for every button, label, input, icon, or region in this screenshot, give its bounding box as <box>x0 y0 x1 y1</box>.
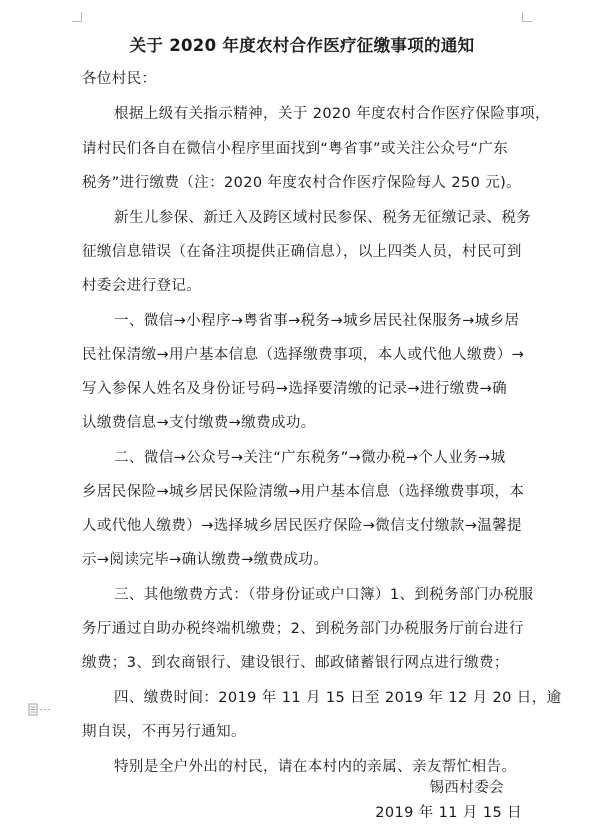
page-corner-mark <box>72 12 82 22</box>
paragraph-line: 四、缴费时间：2019 年 11 月 15 日至 2019 年 12 月 20 日，逾 <box>114 690 562 706</box>
page-corner-mark <box>522 12 532 22</box>
paragraph-anchor-icon <box>28 703 54 717</box>
paragraph-line: 征缴信息错误（在备注项提供正确信息），以上四类人员，村民可到 <box>82 244 522 260</box>
paragraph-line: 新生儿参保、新迁入及跨区域村民参保、税务无征缴记录、税务 <box>114 210 532 226</box>
signature: 锡西村委会 <box>429 780 504 796</box>
paragraph-line: 缴费；3、到农商银行、建设银行、邮政储蓄银行网点进行缴费； <box>82 655 509 671</box>
paragraph-line: 务厅通过自助办税终端机缴费；2、到税务部门办税服务厅前台进行 <box>82 621 524 637</box>
paragraph-line: 三、其他缴费方式：（带身份证或户口簿）1、到税务部门办税服 <box>114 587 534 603</box>
salutation: 各位村民： <box>82 71 157 87</box>
paragraph-line: 村委会进行登记。 <box>82 278 202 294</box>
paragraph-line: 请村民们各自在微信小程序里面找到“粤省事”或关注公众号“广东 <box>82 141 509 157</box>
paragraph-line: 乡居民保险→城乡居民保险清缴→用户基本信息（选择缴费事项，本 <box>82 484 525 500</box>
paragraph-line: 人或代他人缴费）→选择城乡居民医疗保险→微信支付缴款→温馨提 <box>82 518 522 534</box>
paragraph-line: 写入参保人姓名及身份证号码→选择要清缴的记录→进行缴费→确 <box>82 381 508 397</box>
paragraph-line: 示→阅读完毕→确认缴费→缴费成功。 <box>82 552 329 568</box>
paragraph-line: 税务”进行缴费（注：2020 年度农村合作医疗保险每人 250 元)。 <box>82 175 522 191</box>
paragraph-line: 一、微信→小程序→粤省事→税务→城乡居民社保服务→城乡居 <box>114 313 520 329</box>
paragraph-line: 民社保清缴→用户基本信息（选择缴费事项，本人或代他人缴费）→ <box>82 347 525 363</box>
document-title: 关于 2020 年度农村合作医疗征缴事项的通知 <box>129 36 475 55</box>
paragraph-line: 特别是全户外出的村民，请在本村内的亲属、亲友帮忙相告。 <box>114 759 517 775</box>
paragraph-line: 根据上级有关指示精神，关于 2020 年度农村合作医疗保险事项， <box>114 106 550 122</box>
paragraph-line: 认缴费信息→支付缴费→缴费成功。 <box>82 415 316 431</box>
paragraph-line: 期自误，不再另行通知。 <box>82 724 246 740</box>
document-date: 2019 年 11 月 15 日 <box>375 805 522 821</box>
paragraph-line: 二、微信→公众号→关注“广东税务”→微办税→个人业务→城 <box>114 450 506 466</box>
